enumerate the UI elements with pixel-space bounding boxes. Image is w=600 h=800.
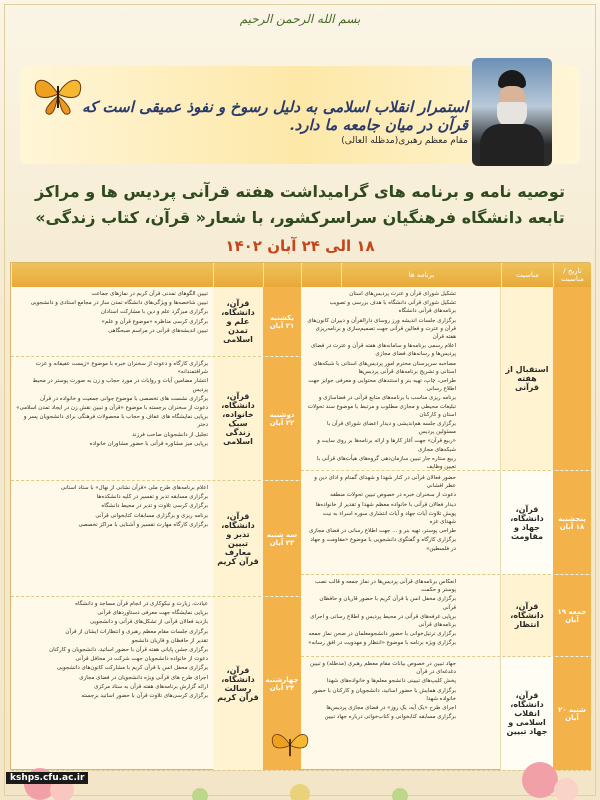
table-row xyxy=(301,575,591,657)
row-date: شنبه ۲۰ آبان xyxy=(553,657,591,770)
table-row xyxy=(301,287,591,471)
row-date: سه شنبه ۲۳ آبان xyxy=(263,481,301,596)
row-programs xyxy=(11,357,213,480)
title-line-2: تابعه دانشگاه فرهنگیان سراسرکشور، با شعار« قرآن، کتاب زندگی» xyxy=(35,208,565,227)
butterfly-icon xyxy=(30,72,86,118)
program-item: ربیع ستاره جار تبیین سازمان‌دهی گروه‌های هیأت‌های قرآنی با تعیین وظایف xyxy=(316,455,456,470)
program-item: برگزاری کارگاه مهارت تفسیر و آشنایی با مراکز تخصصی xyxy=(78,521,208,528)
header-cell xyxy=(11,263,213,287)
row-topic: قرآن، دانشگاه، جهاد و مقاومت xyxy=(501,471,553,574)
program-item: برنامه ریزی و برگزاری مسابقات کتابخوانی قرآنی xyxy=(95,512,208,519)
program-item: ارائه گزارش برنامه‌های هفته قرآن به ستاد مرکزی xyxy=(94,683,208,690)
row-date: دوشنبه ۲۲ آبان xyxy=(263,357,301,480)
row-topic: قرآن، دانشگاه، انتظار xyxy=(501,575,553,656)
header-cell: برنامه ها xyxy=(341,263,501,287)
program-item: برنامه ریزی مناسب با برنامه‌های منابع قرآنی در فضاسازی و تبلیغات محیطی و مجازی مطلوب و مرتبط با موضوع سند تحولات استان و کارکنان xyxy=(307,395,456,418)
table-row xyxy=(11,357,301,481)
program-item: برگزاری جلسات مقام معظم رهبری و انتظارات ایشان از قرآن xyxy=(65,628,208,635)
row-date xyxy=(553,287,591,470)
program-item: برگزاری کرسی تلاوت و تدبر در محیط دانشگاه xyxy=(101,503,208,510)
row-programs xyxy=(11,287,213,356)
program-item: برپایی نمایشگاه های عفاف و حجاب با محصولات فرهنگی برای دانشجویان پسر و دختر xyxy=(23,414,208,429)
footer-site-url: kshps.cfu.ac.ir xyxy=(6,772,88,784)
program-item: پخش کلیپ‌های تبیینی دانشجو معلم‌ها و خانواده‌های شهدا xyxy=(326,678,456,685)
program-item: تبیین اندیشه‌های قرآنی در مراسم صبحگاهی xyxy=(108,327,208,334)
program-item: اجرای طرح های قرآنی ویژه دانشجویان در فضای مجازی xyxy=(79,674,208,681)
row-extra xyxy=(461,471,501,574)
row-topic: قرآن، دانشگاه، تدبر و تبیین معارف قرآن کریم xyxy=(213,481,263,596)
program-item: برگزاری جلسات اندیشه ورز روسای دارالقرآن و دبیران کانون‌های قرآن و عترت و فعالین قرآنی جهت تصمیم‌سازی و برنامه‌ریزی هفته قرآن xyxy=(307,317,456,341)
row-topic: قرآن، دانشگاه، رسالت قرآن کریم xyxy=(213,597,263,770)
program-item: طراحی، چاپ، تهیه بنر و استندهای محتوایی و معرفی جوایز جهت اطلاع رسانی xyxy=(308,378,456,393)
program-item: دیدار فعالان قرآنی با خانواده معظم شهدا و تقدیر از خانواده‌ها xyxy=(315,501,456,508)
table-row xyxy=(11,287,301,357)
butterfly-small-icon xyxy=(268,728,312,764)
program-item: طراحی پوستر، تهیه بنر و ... جهت اطلاع رسانی در فضای مجازی xyxy=(309,528,456,535)
header-cell: مناسبت xyxy=(501,263,553,287)
row-extra xyxy=(461,575,501,656)
program-item: برگزاری محفل انس با قرآن کریم با مشارکت کانون‌های دانشجویی xyxy=(56,665,208,672)
program-item: تقدیر از حافظان و قاریان دانشجو xyxy=(131,637,208,644)
program-item: برپایی میز مشاوره قرآنی با حضور مشاوران خانواده xyxy=(89,440,208,447)
program-item: دعوت از سخنران خبره در خصوص تبیین تحولات منطقه xyxy=(330,492,456,499)
program-item: برگزاری محفل انس با قرآن کریم با حضور قاریان و حافظان قرآنی xyxy=(319,596,456,611)
program-item: جهاد تبیین در خصوص بیانات مقام معظم رهبری (مدظله) و تبیین دغدغه‌ای در قرآن xyxy=(309,661,456,676)
row-topic: قرآن، دانشگاه، انقلاب اسلامی و جهاد تبیین xyxy=(501,657,553,770)
table-row xyxy=(301,471,591,575)
row-topic: استقبال از هفته قرآنی xyxy=(501,287,553,470)
row-date: چهارشنبه ۲۴ آبان xyxy=(263,597,301,770)
program-item: تبیین شاخصه‌ها و ویژگی‌های دانشگاه تمدن ساز در مجامع استادی و دانشجویی xyxy=(30,300,208,307)
schedule-right xyxy=(301,287,591,771)
program-item: اعلام رسمی برنامه‌ها و سامانه‌های هفته قرآن و عترت در فضای پردیس‌ها و رسانه‌های فضای مجازی xyxy=(311,343,456,358)
program-item: دعوت از سخنران برجسته با موضوع «قرآن و تبیین نقش زن در ایجاد تمدن اسلامی» xyxy=(16,405,208,412)
program-item: «ربیع قرآن» جهت آغاز کارها و ارائه برنامه‌ها بر روی سایت و شبکه‌های مجازی xyxy=(317,438,456,453)
header-cell xyxy=(213,263,263,287)
header-cell: تاریخ / مناسبت xyxy=(553,263,591,287)
program-item: برگزاری کارگاه و گفتگوی دانشجویی با موضوع «مقاومت و جهاد در فلسطین» xyxy=(310,537,456,552)
program-item: بازدید فعالان قرآنی از تشکل‌های قرآنی و دانشجویی xyxy=(90,619,208,626)
program-item: برگزاری جلسه هم‌اندیشی و دیدار اعضای شورای قرآن با مسئولین پردیس xyxy=(327,421,456,436)
leader-portrait xyxy=(472,58,552,166)
table-header xyxy=(11,263,591,287)
program-item: تشکیل شورای قرآنی دانشگاه با هدف بررسی و تصویب برنامه‌های قرآنی دانشگاه xyxy=(329,300,456,315)
program-item: برگزاری ویژه برنامه با موضوع «انتظار و مهدویت در افق رسانه» xyxy=(308,640,456,647)
program-item: دعوت از خانواده دانشجویان جهت شرکت در محافل قرآنی xyxy=(75,656,208,663)
program-item: برگزاری کارگاه و دعوت از سخنران خبره با موضوع «زیست عفیفانه و عزت شرافتمندانه» xyxy=(35,361,208,376)
program-item: برگزاری مسابقه تدبر و تفسیر در کلیه دانشکده‌ها xyxy=(96,494,208,501)
row-extra xyxy=(461,287,501,470)
quote-author: مقام معظم رهبری(مدظله العالی) xyxy=(341,136,468,146)
header-cell xyxy=(301,263,341,287)
row-date: جمعه ۱۹ آبان xyxy=(553,575,591,656)
row-date: یکشنبه ۲۱ آبان xyxy=(263,287,301,356)
header-cell xyxy=(263,263,301,287)
date-range: ۱۸ الی ۲۴ آبان ۱۴۰۲ xyxy=(225,237,375,255)
program-item: برگزاری نشست های تخصصی با موضوع جوانی جمعیت و خانواده در قرآن xyxy=(39,395,208,402)
row-programs xyxy=(301,471,461,574)
program-item: برگزاری کرسی‌های تلاوت قرآن با حضور اساتید برجسته xyxy=(81,693,208,700)
program-item: پویش تلاوت آیات جهاد و آیات انتشاری سوره اسراء به نیت شهدای غزه xyxy=(322,510,456,526)
program-item: انتشار مضامین آیات و روایات در مورد حجاب و زن به صورت پوستر در محیط پردیس xyxy=(32,378,208,393)
title-line-1: توصیه نامه و برنامه های گرامیداشت هفته قرآنی پردیس ها و مراکز xyxy=(35,182,565,201)
program-item: برگزاری میزگرد علم و دین با مشارکت استادان xyxy=(100,309,208,316)
row-programs xyxy=(11,481,213,596)
program-item: حضور فعالان قرآنی در کنار شهدا و شهدای گمنام و ادای دین و عطر افشانی xyxy=(314,475,456,490)
row-topic: قرآن، دانشگاه، خانواده، سبک زندگی اسلامی xyxy=(213,357,263,480)
program-item: برگزاری مسابقه کتابخوانی و کتاب‌خوانی درباره جهاد تبیین xyxy=(324,714,456,721)
schedule-left xyxy=(11,287,301,771)
program-item: برگزاری ترتیل‌خوانی با حضور دانشجومعلمان در صحن نماز جمعه xyxy=(308,631,456,638)
program-item: برپایی نمایشگاه جهت معرفی دستاوردهای قرآنی xyxy=(97,610,208,617)
program-table xyxy=(10,262,590,770)
table-row xyxy=(11,481,301,597)
quote-text: استمرار انقلاب اسلامی به دلیل رسوخ و نفوذ عمیقی است که قرآن در میان جامعه ما دارد. xyxy=(82,98,468,134)
bismillah: بسم الله الرحمن الرحیم xyxy=(239,12,361,26)
row-date: پنجشنبه ۱۸ آبان xyxy=(553,471,591,574)
program-item: تشکیل شورای قرآن و عترت پردیس‌های استان xyxy=(349,291,456,297)
row-topic: قرآن، دانشگاه، علم و تمدن اسلامی xyxy=(213,287,263,356)
program-item: برگزاری کرسی مناظره «موضوع قرآن و علم» xyxy=(101,318,208,325)
program-item: اعلام برنامه‌های طرح ملی «قرآن نشانی از نهال» با ستاد استانی xyxy=(60,485,208,491)
program-item: برپایی غرفه‌های قرآنی در محیط پردیس و اطلاع رسانی و اجرای برنامه‌های قرآنی xyxy=(310,613,456,629)
row-programs xyxy=(301,575,461,656)
program-item: تجلیل از دانشجویان صاحب فرزند xyxy=(132,431,208,438)
program-item: انعکاس برنامه‌های قرآنی پردیس‌ها در نماز جمعه و قالب نصب پوستر و حکمت xyxy=(315,579,456,594)
program-item: برگزاری همایش با حضور اساتید، دانشجویان و کارکنان با حضور خانواده شهدا xyxy=(312,687,456,702)
program-item: مصاحبه سرپرستان محترم امور پردیس‌های استانی با شبکه‌های استانی و تشریح برنامه‌های قرآنی پردیس‌ها xyxy=(313,360,456,375)
program-item: اجرای طرح «یک آیه، یک روز» در فضای مجازی پردیس‌ها xyxy=(326,705,456,712)
row-programs xyxy=(301,287,461,470)
program-item: برگزاری جشن پایانی هفته قرآن با حضور اساتید، دانشجویان و کارکنان xyxy=(49,647,208,654)
program-item: تبیین الگوهای تمدنی قرآن کریم در نمازهای جماعت xyxy=(91,291,208,297)
program-item: عیادت، زیارت و نیکوکاری در انجام قرآن مساجد و دانشگاه xyxy=(75,601,208,607)
